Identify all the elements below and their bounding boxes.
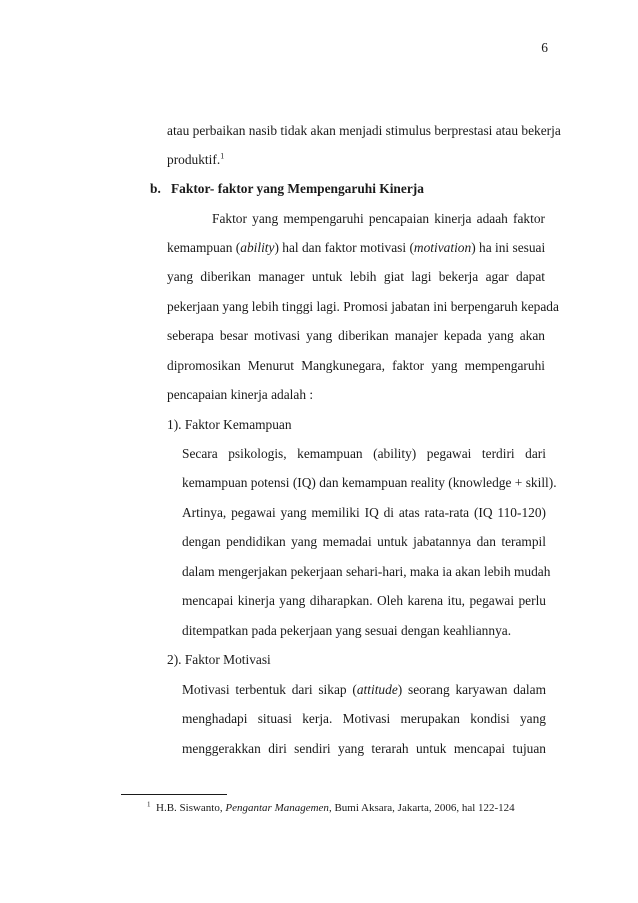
text-line: ditempatkan pada pekerjaan yang sesuai dengan keahliannya. [182, 623, 512, 638]
text-line: yang diberikan manager untuk lebih giat lagi bekerja agar dapat [167, 269, 545, 284]
text-fragment: produktif. [167, 152, 221, 167]
text-line: Secara psikologis, kemampuan (ability) pegawai terdiri dari [182, 446, 546, 461]
text-fragment: ) ha ini sesuai [471, 240, 546, 255]
italic-term: ability [240, 240, 275, 255]
list-item-label: 2). Faktor Motivasi [167, 652, 271, 667]
italic-term: motivation [413, 240, 472, 255]
italic-term: attitude [356, 682, 398, 697]
text-line: dengan pendidikan yang memadai untuk jabatannya dan terampil [182, 534, 546, 549]
section-title: Faktor- faktor yang Mempengaruhi Kinerja [171, 181, 424, 196]
text-fragment: ) seorang karyawan dalam [397, 682, 546, 697]
text-fragment: Motivasi terbentuk dari sikap ( [182, 682, 357, 697]
text-line: mencapai kinerja yang diharapkan. Oleh karena itu, pegawai perlu [182, 593, 546, 608]
text-line: seberapa besar motivasi yang diberikan manajer kepada yang akan [167, 328, 545, 343]
text-line [167, 238, 545, 258]
page-number: 6 [541, 40, 548, 55]
text-line: dalam mengerjakan pekerjaan sehari-hari, maka ia akan lebih mudah [182, 564, 551, 579]
text-line: atau perbaikan nasib tidak akan menjadi stimulus berprestasi atau bekerja [167, 123, 561, 138]
text-line: Artinya, pegawai yang memiliki IQ di atas rata-rata (IQ 110-120) [182, 505, 546, 520]
text-line: pencapaian kinerja adalah : [167, 387, 314, 402]
text-line: pekerjaan yang lebih tinggi lagi. Promosi jabatan ini berpengaruh kepada [167, 299, 559, 314]
section-marker: b. [150, 181, 161, 196]
text-line: Faktor yang mempengaruhi pencapaian kinerja adaah faktor [212, 211, 545, 226]
text-line: menghadapi situasi kerja. Motivasi merupakan kondisi yang [182, 711, 546, 726]
text-line: menggerakkan diri sendiri yang terarah untuk mencapai tujuan [182, 741, 546, 756]
footnote-divider [121, 794, 227, 795]
section-heading [150, 179, 424, 199]
text-line: dipromosikan Menurut Mangkunegara, faktor yang mempengaruhi [167, 358, 545, 373]
text-line: kemampuan potensi (IQ) dan kemampuan reality (knowledge + skill). [182, 475, 557, 490]
footnote-title: Pengantar Managemen [225, 802, 329, 814]
text-fragment: ) hal dan faktor motivasi ( [274, 240, 414, 255]
footnote-number: 1 [147, 800, 151, 809]
text-line [182, 680, 546, 700]
footnote-author: H.B. Siswanto, [156, 802, 223, 814]
text-line [167, 150, 545, 170]
footnote-reference: 1 [220, 151, 225, 161]
list-item-label: 1). Faktor Kemampuan [167, 417, 292, 432]
text-fragment: kemampuan ( [167, 240, 241, 255]
footnote [147, 800, 515, 816]
footnote-details: , Bumi Aksara, Jakarta, 2006, hal 122-124 [328, 802, 515, 814]
